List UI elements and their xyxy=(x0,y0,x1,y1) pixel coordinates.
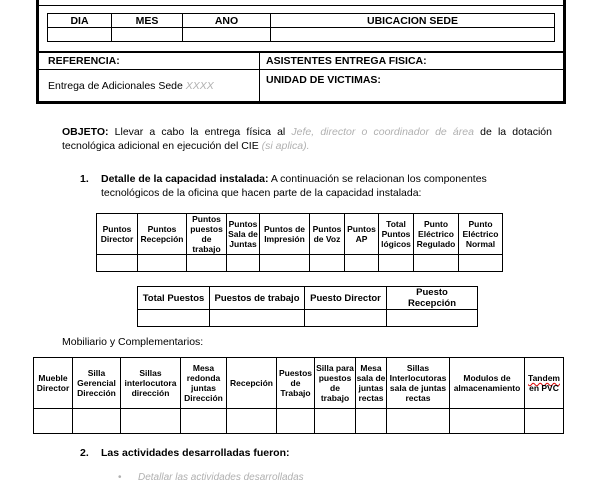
mobiliario-header: Tandem en PVC xyxy=(525,358,564,409)
section-1-title: Detalle de la capacidad instalada: xyxy=(101,173,269,185)
capacity-table xyxy=(96,213,503,272)
objeto-text-1: Llevar a cabo la entrega física al xyxy=(114,126,286,138)
mobiliario-title: Mobiliario y Complementarios: xyxy=(62,336,204,348)
objeto-label: OBJETO: xyxy=(62,126,109,138)
capacity-cell[interactable] xyxy=(227,255,260,272)
col-ubicacion-sede: UBICACION SEDE xyxy=(271,14,555,28)
referencia-label: REFERENCIA: xyxy=(48,55,120,67)
mobiliario-header: Mesa sala de juntas rectas xyxy=(356,358,387,409)
col-dia: DIA xyxy=(48,14,112,28)
totals-value-row xyxy=(138,310,478,327)
capacity-header: Puntos Sala de Juntas xyxy=(227,214,260,255)
activities-placeholder: Detallar las actividades desarrolladas xyxy=(138,472,304,483)
date-location-table xyxy=(47,13,555,42)
attendees-cell xyxy=(260,53,563,103)
mobiliario-cell[interactable] xyxy=(227,409,277,434)
attendees-divider xyxy=(260,69,563,70)
capacity-cell[interactable] xyxy=(97,255,138,272)
mobiliario-cell[interactable] xyxy=(121,409,181,434)
totals-header: Total Puestos xyxy=(138,287,210,310)
header-top-row xyxy=(39,0,563,6)
mes-cell[interactable] xyxy=(112,28,183,42)
capacity-header: Punto Eléctrico Normal xyxy=(459,214,503,255)
capacity-value-row xyxy=(97,255,503,272)
bullet-icon: • xyxy=(118,472,122,483)
mobiliario-header: Sillas interlocutora dirección xyxy=(121,358,181,409)
capacity-header: Puntos AP xyxy=(345,214,379,255)
capacity-header: Puntos de Impresión xyxy=(260,214,310,255)
totals-table xyxy=(137,286,478,327)
capacity-cell[interactable] xyxy=(379,255,414,272)
referencia-value[interactable] xyxy=(48,80,214,92)
mobiliario-header-row xyxy=(34,358,564,409)
mobiliario-value-row xyxy=(34,409,564,434)
capacity-cell[interactable] xyxy=(187,255,227,272)
capacity-header: Puntos puestos de trabajo xyxy=(187,214,227,255)
mobiliario-cell[interactable] xyxy=(277,409,315,434)
mobiliario-header: Recepción xyxy=(227,358,277,409)
date-value-row xyxy=(48,28,555,42)
objeto-placeholder-2[interactable]: (si aplica). xyxy=(261,140,310,152)
mobiliario-cell[interactable] xyxy=(525,409,564,434)
ubicacion-cell[interactable] xyxy=(271,28,555,42)
totals-cell[interactable] xyxy=(387,310,478,327)
asistentes-label: ASISTENTES ENTREGA FISICA: xyxy=(266,55,427,67)
capacity-cell[interactable] xyxy=(414,255,459,272)
objeto-text-2: de la dotación tecnológica adicional en ejecución del CIE xyxy=(62,126,552,152)
unidad-label: UNIDAD DE VICTIMAS: xyxy=(266,74,381,86)
dia-cell[interactable] xyxy=(48,28,112,42)
reference-cell xyxy=(39,53,260,103)
section-2-number: 2. xyxy=(80,447,89,459)
date-header-row xyxy=(48,14,555,28)
capacity-cell[interactable] xyxy=(138,255,187,272)
referencia-placeholder: XXXX xyxy=(185,80,214,92)
reference-divider xyxy=(39,69,259,70)
referencia-text: Entrega de Adicionales Sede xyxy=(48,80,183,92)
objeto-placeholder-1[interactable]: Jefe, director o coordinador de área xyxy=(291,126,474,138)
mobiliario-cell[interactable] xyxy=(356,409,387,434)
capacity-header: Puntos de Voz xyxy=(310,214,345,255)
capacity-header-row xyxy=(97,214,503,255)
mobiliario-header: Sillas Interlocutoras sala de juntas rectas xyxy=(387,358,450,409)
mobiliario-header: Puestos de Trabajo xyxy=(277,358,315,409)
reference-row xyxy=(39,51,563,103)
capacity-cell[interactable] xyxy=(345,255,379,272)
mobiliario-cell[interactable] xyxy=(450,409,525,434)
capacity-header: Puntos Director xyxy=(97,214,138,255)
capacity-header: Punto Eléctrico Regulado xyxy=(414,214,459,255)
mobiliario-header: Modulos de almacenamiento xyxy=(450,358,525,409)
col-mes: MES xyxy=(112,14,183,28)
totals-header: Puestos de trabajo xyxy=(210,287,305,310)
mobiliario-header: Mesa redonda juntas Dirección xyxy=(181,358,227,409)
header-frame xyxy=(36,0,566,104)
capacity-header: Total Puntos lógicos xyxy=(379,214,414,255)
mobiliario-cell[interactable] xyxy=(34,409,73,434)
mobiliario-cell[interactable] xyxy=(387,409,450,434)
totals-header: Puesto Director xyxy=(305,287,387,310)
ano-cell[interactable] xyxy=(183,28,271,42)
capacity-cell[interactable] xyxy=(459,255,503,272)
section-2-title: Las actividades desarrolladas fueron: xyxy=(101,447,290,459)
col-ano: ANO xyxy=(183,14,271,28)
mobiliario-cell[interactable] xyxy=(73,409,121,434)
capacity-header: Puntos Recepción xyxy=(138,214,187,255)
objeto-paragraph xyxy=(62,125,552,153)
capacity-cell[interactable] xyxy=(310,255,345,272)
mobiliario-header: Silla Gerencial Dirección xyxy=(73,358,121,409)
totals-header-row xyxy=(138,287,478,310)
section-1-number: 1. xyxy=(80,173,89,185)
spellcheck-word: Tandem xyxy=(528,373,560,383)
mobiliario-cell[interactable] xyxy=(181,409,227,434)
totals-cell[interactable] xyxy=(305,310,387,327)
mobiliario-header: Silla para puestos de trabajo xyxy=(315,358,356,409)
section-1-text xyxy=(101,172,541,200)
mobiliario-table xyxy=(33,357,564,434)
totals-header: Puesto Recepción xyxy=(387,287,478,310)
totals-cell[interactable] xyxy=(138,310,210,327)
section-1-description: A continuación se relacionan los componentes tecnológicos de la oficina que hacen parte de la capacidad instalada: xyxy=(101,173,487,199)
capacity-cell[interactable] xyxy=(260,255,310,272)
mobiliario-cell[interactable] xyxy=(315,409,356,434)
totals-cell[interactable] xyxy=(210,310,305,327)
mobiliario-header: Mueble Director xyxy=(34,358,73,409)
